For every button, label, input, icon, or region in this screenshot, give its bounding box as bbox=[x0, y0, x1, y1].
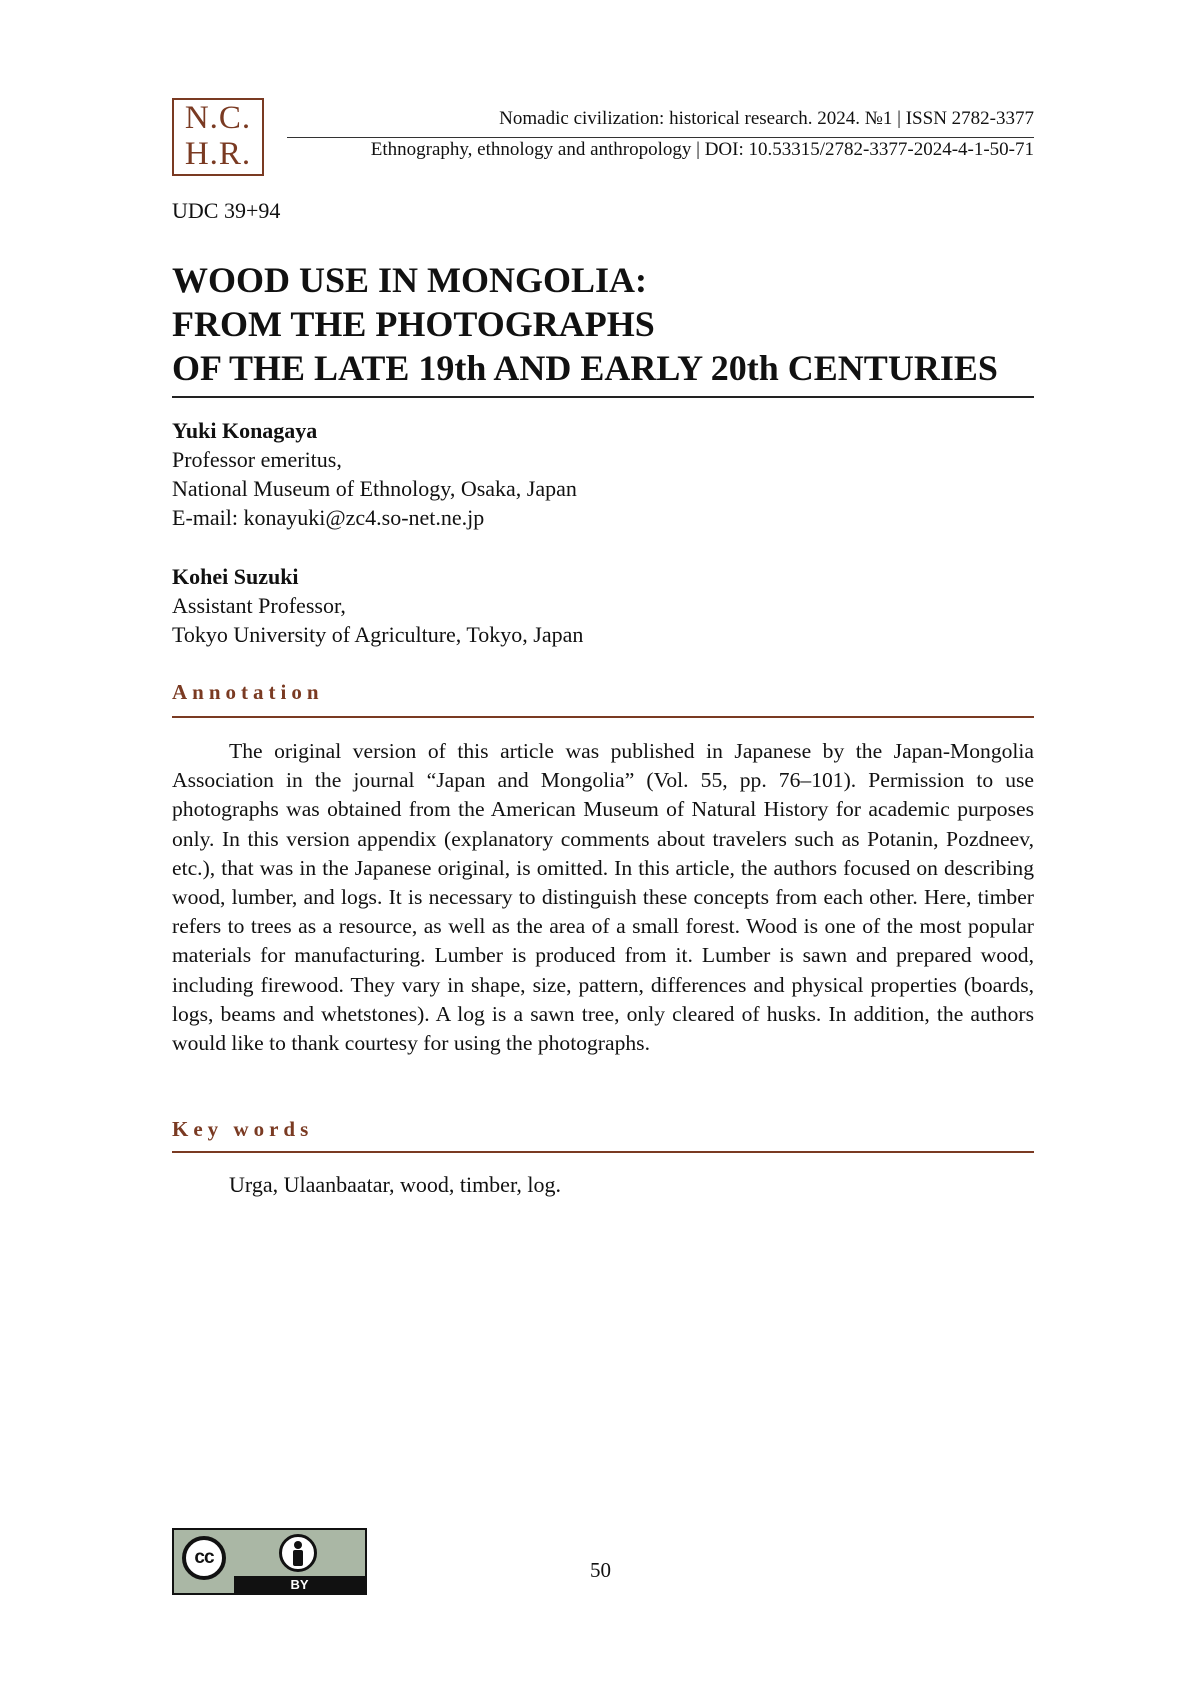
udc-code: UDC 39+94 bbox=[172, 198, 281, 223]
article-title bbox=[172, 258, 1042, 390]
author-position: Assistant Professor, bbox=[172, 593, 346, 618]
annotation-text: The original version of this article was published in Japanese by the Japan-Mongolia Association in the journal “Japan and Mongolia” (Vol. 55, pp. 76–101). Permission to use photographs was obtained from the American Museum of Natural History for academic purposes only. In this version appendix (explanatory comments about travelers such as Potanin, Pozdneev, etc.), that was in the Japanese original, is omitted. In this article, the authors focused on describing wood, lumber, and logs. It is necessary to distinguish these concepts from each other. Here, timber refers to trees as a resource, as well as the area of a small forest. Wood is one of the most popular materials for manufacturing. Lumber is produced from it. Lumber is sawn and prepared wood, including firewood. They vary in shape, size, pattern, differences and physical properties (boards, logs, beams and whetstones). A log is a sawn tree, only cleared of husks. In addition, the authors would like to thank courtesy for using the photographs. bbox=[172, 739, 1034, 1056]
logo-line-2: H.R. bbox=[184, 136, 252, 172]
author-block bbox=[172, 562, 583, 649]
header-divider bbox=[287, 137, 1034, 138]
annotation-divider bbox=[172, 716, 1034, 718]
author-block bbox=[172, 416, 577, 532]
title-line-3: OF THE LATE 19th AND EARLY 20th CENTURIES bbox=[172, 348, 998, 388]
license-label: BY bbox=[234, 1576, 365, 1593]
author-name: Kohei Suzuki bbox=[172, 564, 299, 589]
page-number: 50 bbox=[590, 1558, 611, 1582]
section-doi-info: Ethnography, ethnology and anthropology | DOI: 10.53315/2782-3377-2024-4-1-50-71 bbox=[370, 139, 1034, 160]
keywords-divider bbox=[172, 1151, 1034, 1153]
title-divider bbox=[172, 396, 1034, 398]
author-email[interactable]: E-mail: konayuki@zc4.so-net.ne.jp bbox=[172, 505, 485, 530]
title-line-1: WOOD USE IN MONGOLIA: bbox=[172, 260, 648, 300]
author-affiliation: National Museum of Ethnology, Osaka, Japan bbox=[172, 476, 577, 501]
journal-info: Nomadic civilization: historical research. 2024. №1 | ISSN 2782-3377 bbox=[499, 108, 1034, 129]
logo-line-1: N.C. bbox=[184, 100, 252, 136]
keywords-heading: Key words bbox=[172, 1117, 314, 1141]
creative-commons-icon: cc bbox=[182, 1536, 226, 1580]
cc-by-license-badge[interactable] bbox=[172, 1528, 367, 1595]
keywords-text: Urga, Ulaanbaatar, wood, timber, log. bbox=[229, 1172, 562, 1197]
author-affiliation: Tokyo University of Agriculture, Tokyo, Japan bbox=[172, 622, 584, 647]
author-position: Professor emeritus, bbox=[172, 447, 342, 472]
author-name: Yuki Konagaya bbox=[172, 418, 318, 443]
journal-logo bbox=[172, 98, 264, 176]
title-line-2: FROM THE PHOTOGRAPHS bbox=[172, 304, 655, 344]
annotation-heading: Annotation bbox=[172, 680, 324, 704]
attribution-person-icon bbox=[279, 1534, 317, 1572]
